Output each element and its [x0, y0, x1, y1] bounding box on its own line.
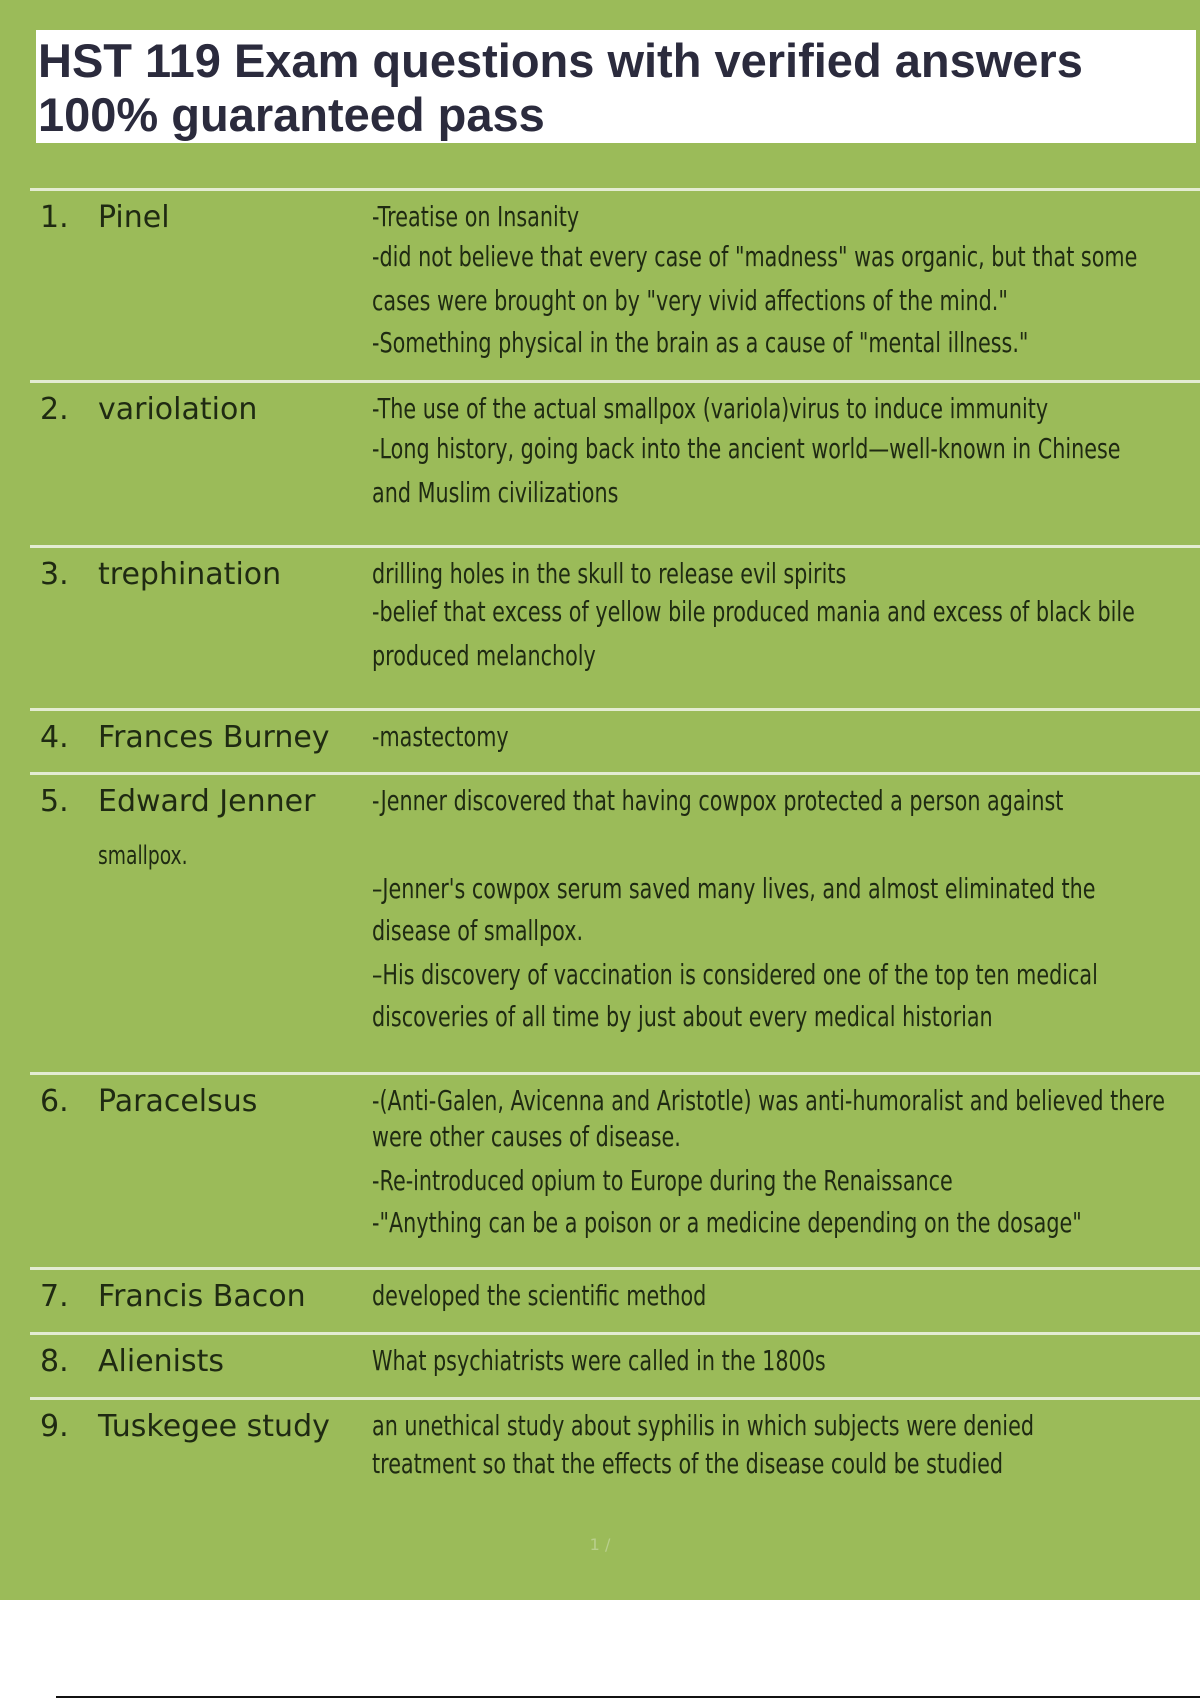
item-term: trephination — [98, 557, 282, 592]
definition-line: -The use of the actual smallpox (variola)virus to induce immunity — [372, 392, 1049, 425]
definition-line: –Jenner's cowpox serum saved many lives, and almost eliminated the — [372, 872, 1096, 905]
definition-line: drilling holes in the skull to release evil spirits — [372, 557, 847, 590]
definition-line: an unethical study about syphilis in which subjects were denied — [372, 1409, 1034, 1442]
definition-line: -"Anything can be a poison or a medicine depending on the dosage" — [372, 1206, 1082, 1239]
definition-line: -Re-introduced opium to Europe during the Renaissance — [372, 1164, 953, 1197]
item-number: 4. — [40, 720, 69, 755]
page-title-line-2: 100% guaranteed pass — [38, 88, 545, 141]
qa-item — [30, 708, 1200, 772]
definition-line: were other causes of disease. — [372, 1120, 681, 1153]
title-box — [36, 30, 1196, 143]
definition-line: produced melancholy — [372, 639, 596, 672]
item-term: variolation — [98, 392, 258, 427]
item-term: Paracelsus — [98, 1084, 258, 1119]
definition-line: developed the scientific method — [372, 1279, 707, 1312]
item-term: Alienists — [98, 1344, 225, 1379]
item-number: 1. — [40, 200, 69, 235]
item-number: 5. — [40, 784, 69, 819]
qa-item — [30, 772, 1200, 1072]
definition-line: -(Anti-Galen, Avicenna and Aristotle) was anti-humoralist and believed there — [372, 1084, 1165, 1117]
page-number: 1 / — [589, 1535, 611, 1554]
page-title-line-1: HST 119 Exam questions with verified answers — [38, 34, 1083, 87]
definition-line: -did not believe that every case of "madness" was organic, but that some — [372, 240, 1138, 273]
qa-item — [30, 1332, 1200, 1397]
qa-item — [30, 1397, 1200, 1547]
item-number: 9. — [40, 1409, 69, 1444]
definition-line: disease of smallpox. — [372, 914, 584, 947]
item-term: Pinel — [98, 200, 170, 235]
definition-line: –His discovery of vaccination is considered one of the top ten medical — [372, 958, 1098, 991]
item-term-note: smallpox. — [98, 841, 188, 871]
item-term: Frances Burney — [98, 720, 330, 755]
definition-line: -Something physical in the brain as a cause of "mental illness." — [372, 326, 1029, 359]
item-number: 7. — [40, 1279, 69, 1314]
qa-item — [30, 380, 1200, 545]
definition-line: -Long history, going back into the ancient world—well-known in Chinese — [372, 432, 1121, 465]
definition-line: cases were brought on by "very vivid affections of the mind." — [372, 284, 1008, 317]
definition-line: What psychiatrists were called in the 1800s — [372, 1344, 826, 1377]
item-number: 3. — [40, 557, 69, 592]
definition-line: -belief that excess of yellow bile produced mania and excess of black bile — [372, 595, 1135, 628]
definition-line: -Treatise on Insanity — [372, 200, 580, 233]
definition-line: and Muslim civilizations — [372, 476, 619, 509]
qa-item — [30, 1072, 1200, 1267]
definition-line: -Jenner discovered that having cowpox protected a person against — [372, 784, 1064, 817]
item-number: 8. — [40, 1344, 69, 1379]
definition-line: discoveries of all time by just about every medical historian — [372, 1000, 993, 1033]
qa-item — [30, 188, 1200, 380]
item-number: 2. — [40, 392, 69, 427]
footer-divider — [56, 1696, 1200, 1698]
definition-line: -mastectomy — [372, 720, 509, 753]
item-term: Edward Jenner — [98, 784, 316, 819]
definition-line: treatment so that the effects of the disease could be studied — [372, 1447, 1003, 1480]
item-number: 6. — [40, 1084, 69, 1119]
qa-item — [30, 545, 1200, 708]
item-term: Tuskegee study — [98, 1409, 330, 1444]
qa-item — [30, 1267, 1200, 1332]
item-term: Francis Bacon — [98, 1279, 306, 1314]
